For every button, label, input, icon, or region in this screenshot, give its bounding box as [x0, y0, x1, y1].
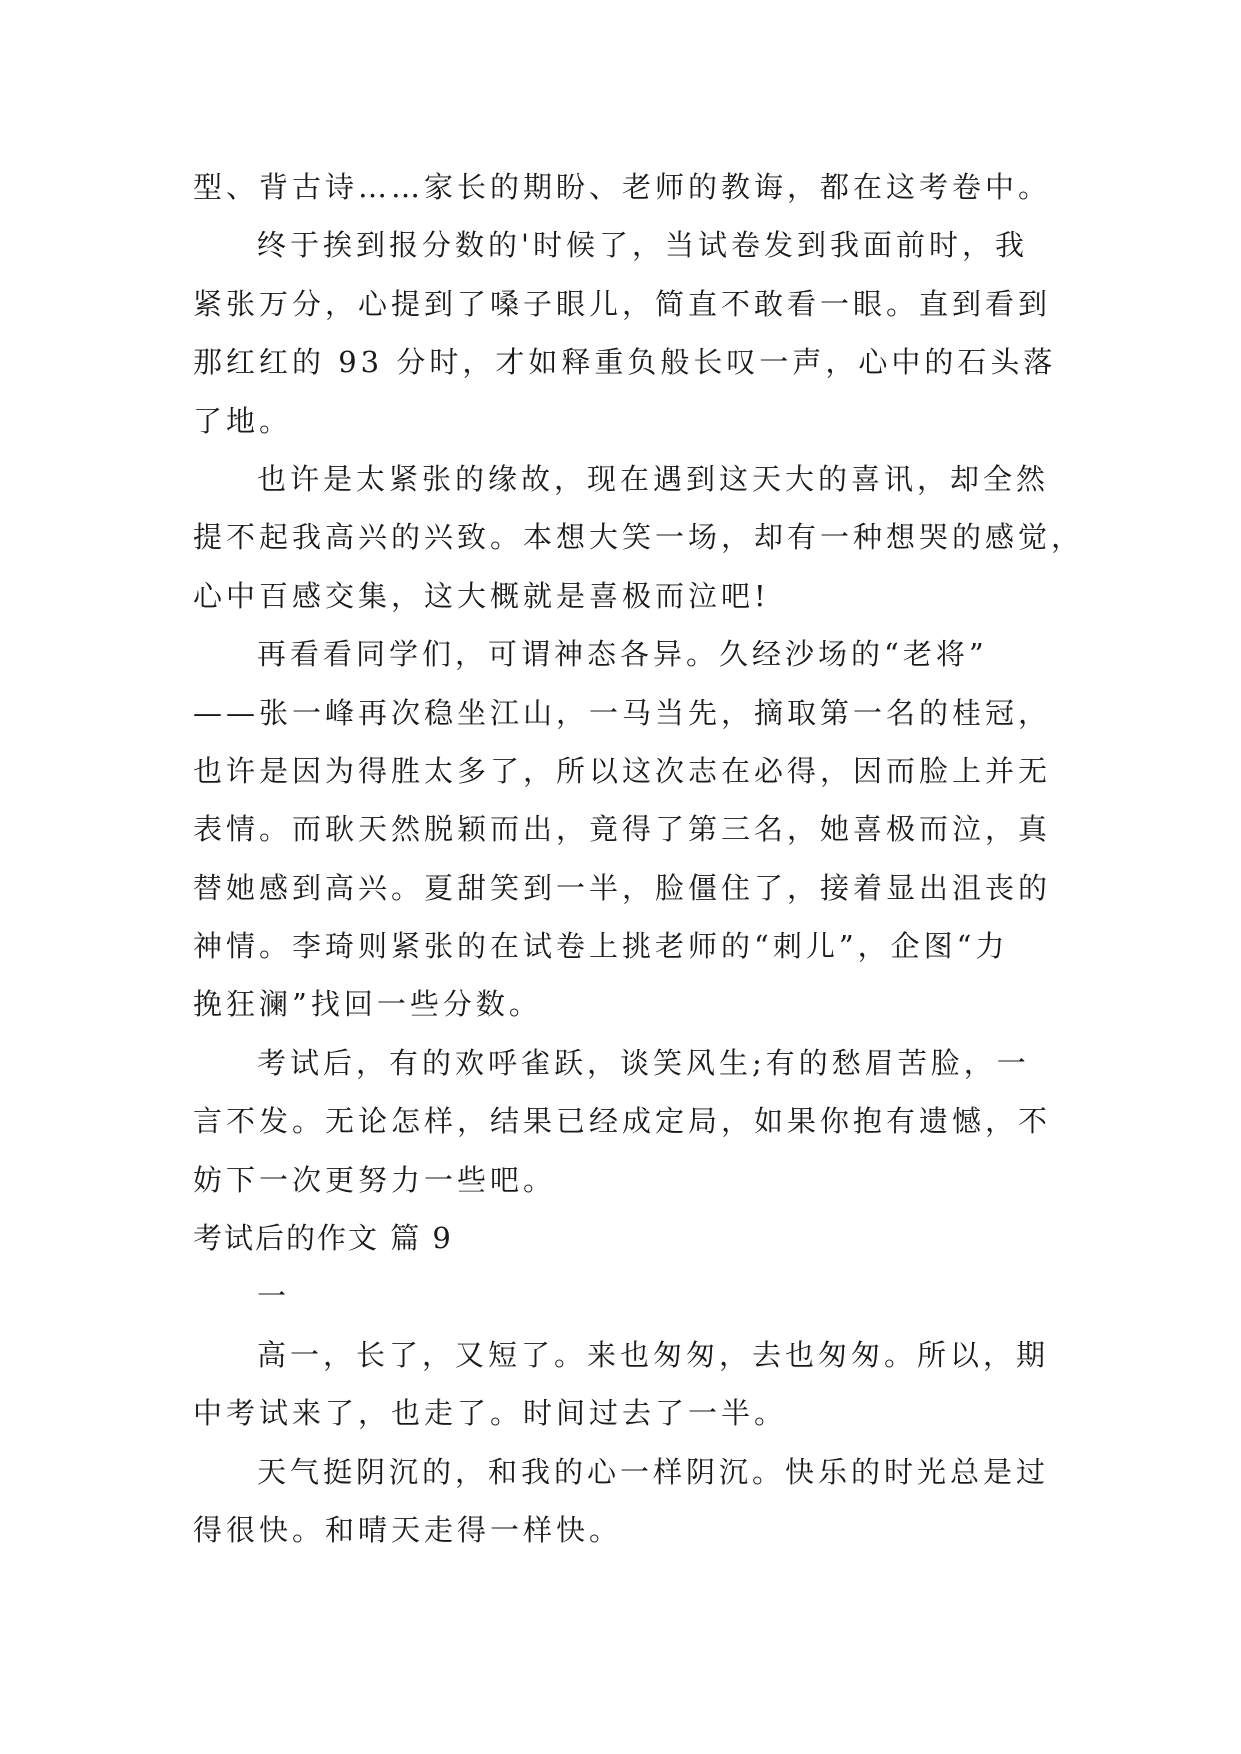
paragraph-start-line: 终于挨到报分数的'时候了，当试卷发到我面前时，我: [257, 228, 1028, 263]
paragraph-start-line: 高一，长了，又短了。来也匆匆，去也匆匆。所以，期: [257, 1337, 1050, 1372]
text-line: 中考试来了，也走了。时间过去了一半。: [193, 1396, 788, 1431]
section-number-line: 一: [257, 1279, 291, 1314]
document-body: [193, 158, 1085, 1559]
text-line: ——张一峰再次稳坐江山，一马当先，摘取第一名的桂冠，: [193, 695, 1052, 730]
text-line: 替她感到高兴。夏甜笑到一半，脸僵住了，接着显出沮丧的: [193, 870, 1052, 905]
text-line: 言不发。无论怎样，结果已经成定局，如果你抱有遗憾，不: [193, 1104, 1052, 1139]
paragraph-start-line: 天气挺阴沉的，和我的心一样阴沉。快乐的时光总是过: [257, 1454, 1050, 1489]
text-line: 妨下一次更努力一些吧。: [193, 1162, 557, 1197]
text-line: 那红红的 93 分时，才如释重负般长叹一声，心中的石头落: [193, 345, 1057, 380]
paragraph-start-line: 再看看同学们，可谓神态各异。久经沙场的“老将”: [257, 637, 988, 672]
text-line: 心中百感交集，这大概就是喜极而泣吧!: [193, 578, 770, 613]
text-line: 挽狂澜”找回一些分数。: [193, 987, 542, 1022]
text-line: 得很快。和晴天走得一样快。: [193, 1512, 623, 1547]
text-line: 神情。李琦则紧张的在试卷上挑老师的“刺儿”，企图“力: [193, 929, 1009, 964]
text-line: 紧张万分，心提到了嗓子眼儿，简直不敢看一眼。直到看到: [193, 286, 1052, 321]
paragraph-start-line: 考试后，有的欢呼雀跃，谈笑风生;有的愁眉苦脸，一: [257, 1045, 1030, 1080]
text-line: 提不起我高兴的兴致。本想大笑一场，却有一种想哭的感觉，: [193, 520, 1085, 555]
text-line: 也许是因为得胜太多了，所以这次志在必得，因而脸上并无: [193, 753, 1052, 788]
section-title: 考试后的作文 篇 9: [193, 1221, 453, 1256]
paragraph-start-line: 也许是太紧张的缘故，现在遇到这天大的喜讯，却全然: [257, 461, 1050, 496]
text-line: 表情。而耿天然脱颖而出，竟得了第三名，她喜极而泣，真: [193, 812, 1052, 847]
text-line: 型、背古诗……家长的期盼、老师的教诲，都在这考卷中。: [193, 170, 1052, 204]
text-line: 了地。: [193, 403, 293, 438]
